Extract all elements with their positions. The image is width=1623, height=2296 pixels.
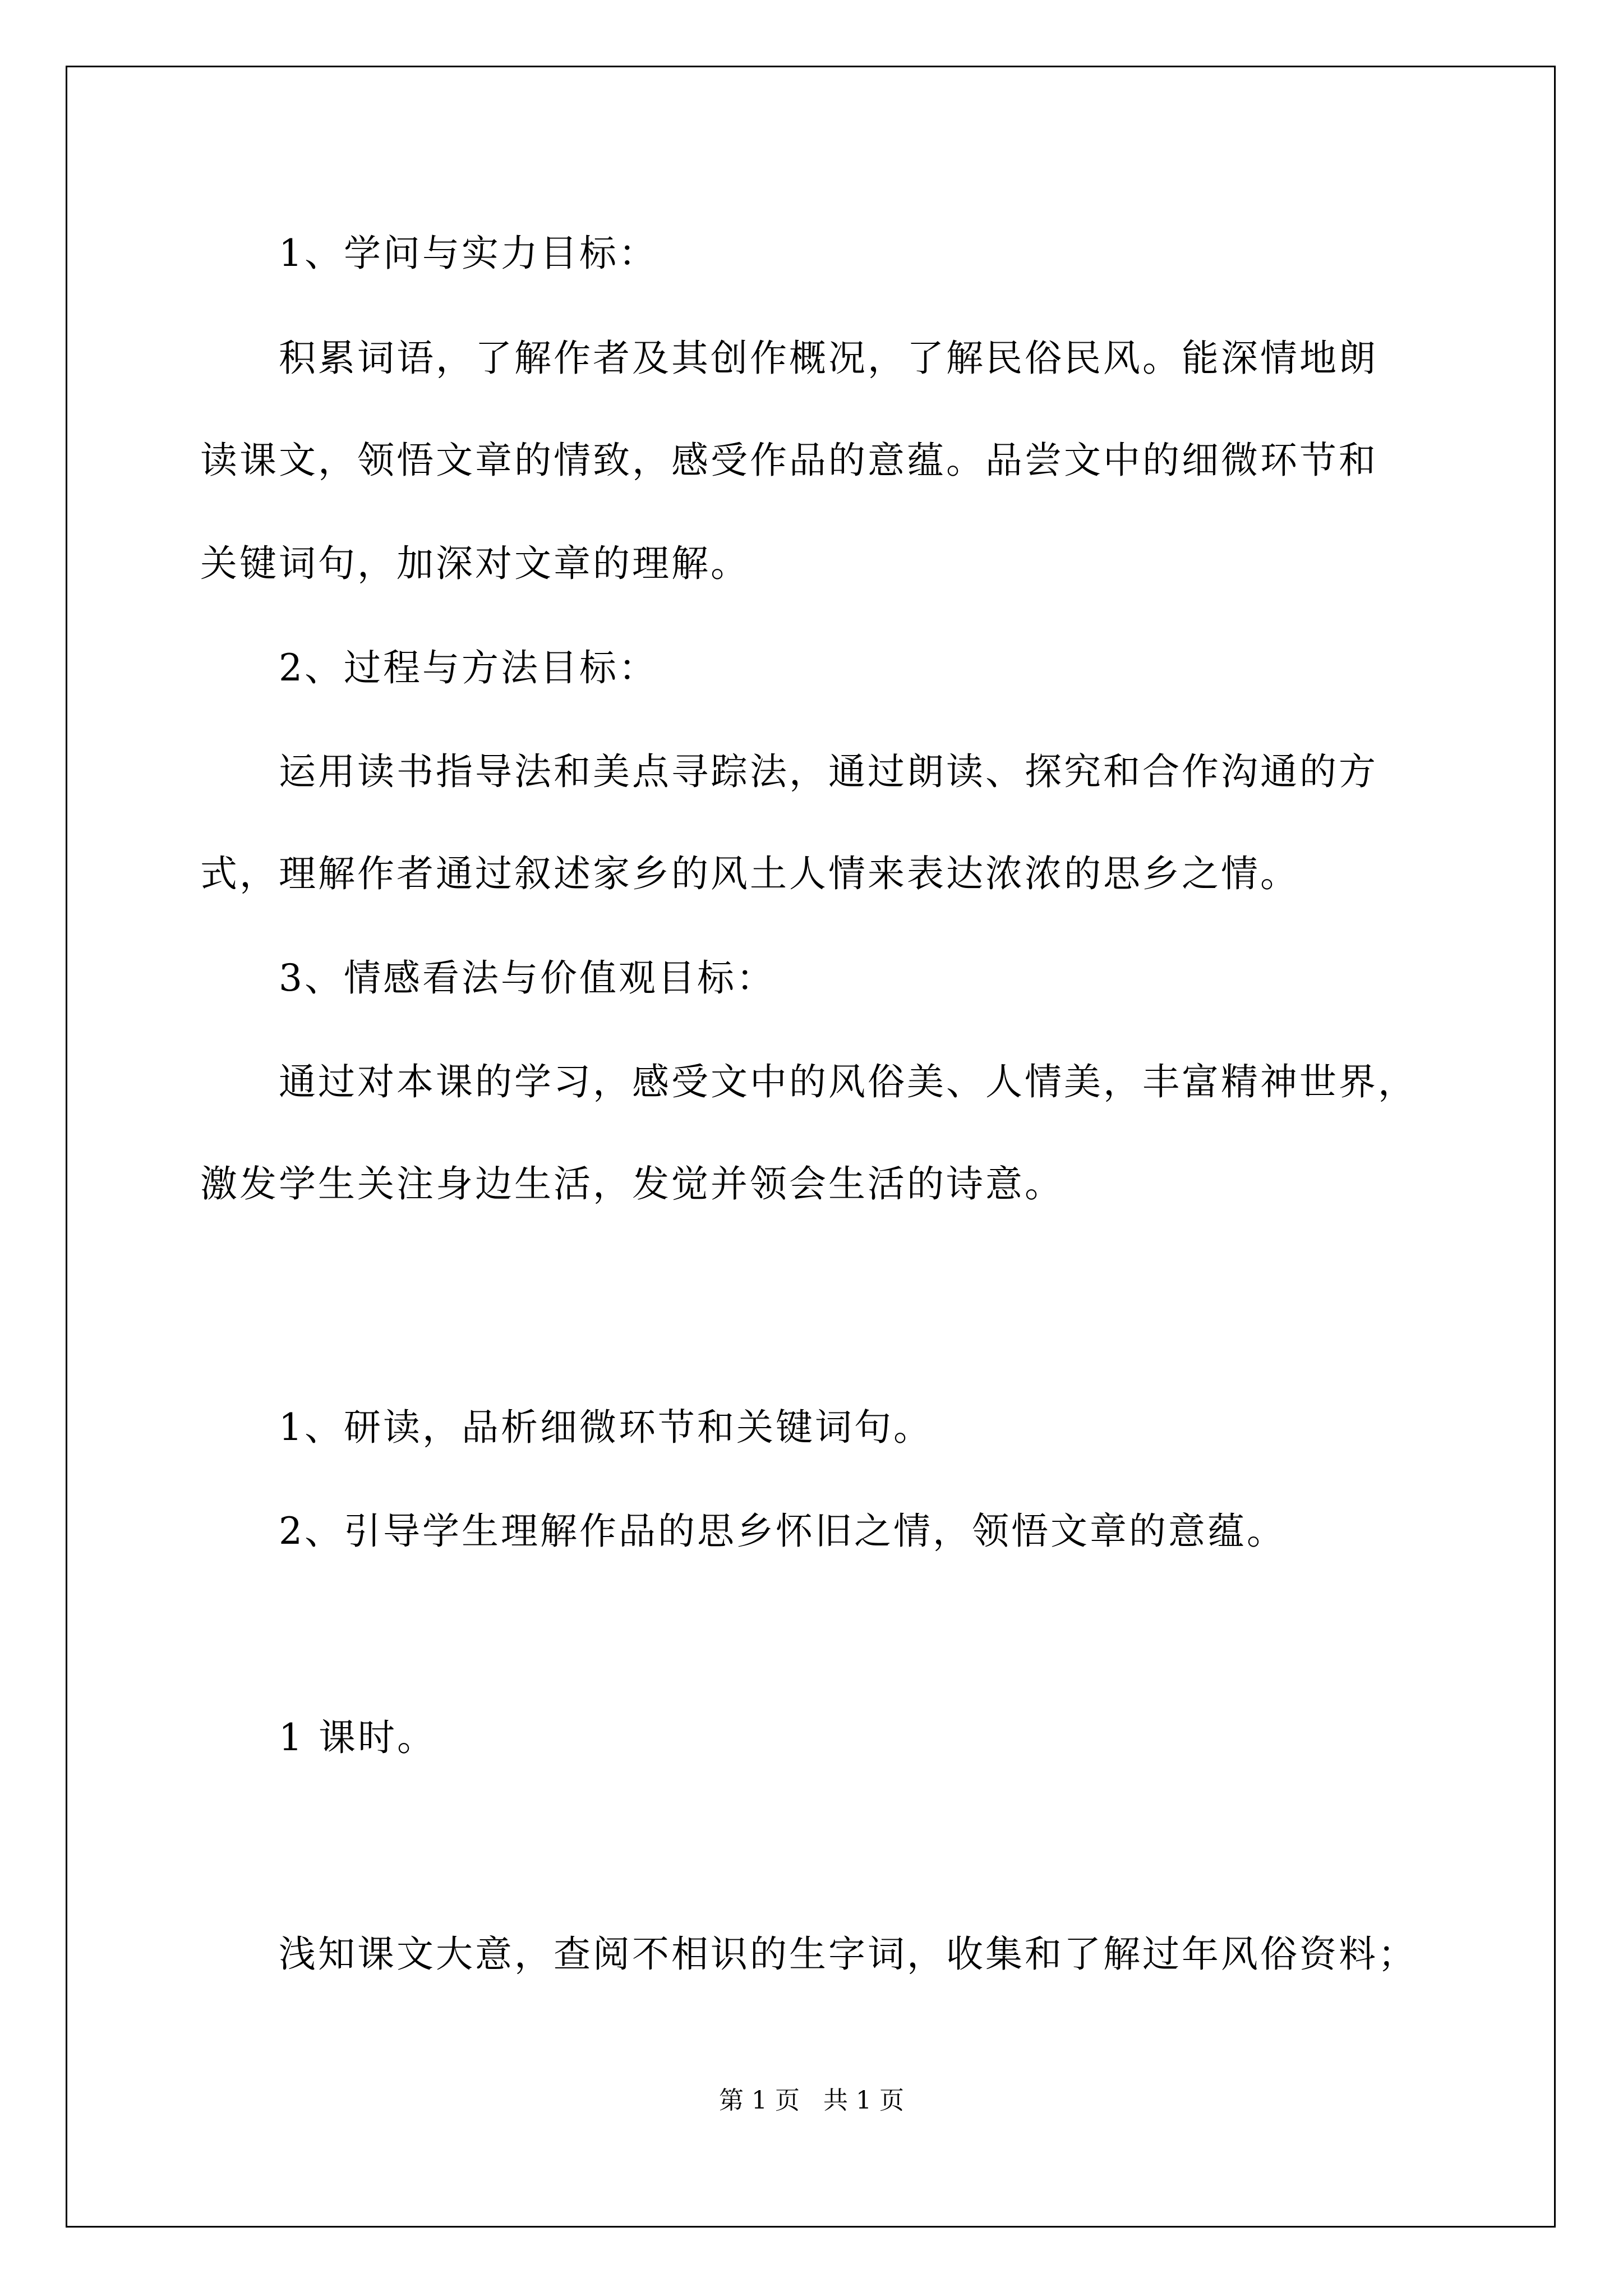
objective-heading-3: 3、情感看法与价值观目标：	[279, 956, 776, 1000]
key-point-1: 1、研读，品析细微环节和关键词句。	[279, 1406, 933, 1449]
paragraph-line: 运用读书指导法和美点寻踪法，通过朗读、探究和合作沟通的方	[279, 750, 1378, 793]
paragraph-line: 关键词句，加深对文章的理解。	[200, 542, 750, 585]
paragraph-line: 通过对本课的学习，感受文中的风俗美、人情美，丰富精神世界，	[279, 1060, 1417, 1103]
paragraph-line: 式，理解作者通过叙述家乡的风土人情来表达浓浓的思乡之情。	[200, 852, 1299, 895]
objective-heading-2: 2、过程与方法目标：	[279, 646, 658, 689]
paragraph-line: 激发学生关注身边生活，发觉并领会生活的诗意。	[200, 1162, 1064, 1205]
paragraph-line: 读课文，领悟文章的情致，感受作品的意蕴。品尝文中的细微环节和	[200, 439, 1378, 482]
paragraph-line: 积累词语，了解作者及其创作概况，了解民俗民风。能深情地朗	[279, 337, 1378, 380]
page-border	[66, 66, 1556, 2228]
key-point-2: 2、引导学生理解作品的思乡怀旧之情，领悟文章的意蕴。	[279, 1510, 1286, 1553]
objective-heading-1: 1、学问与实力目标：	[279, 232, 658, 275]
class-hours: 1 课时。	[279, 1716, 436, 1759]
page-footer: 第 1 页 共 1 页	[719, 2086, 904, 2115]
preparation-line: 浅知课文大意，查阅不相识的生字词，收集和了解过年风俗资料；	[279, 1932, 1417, 1976]
